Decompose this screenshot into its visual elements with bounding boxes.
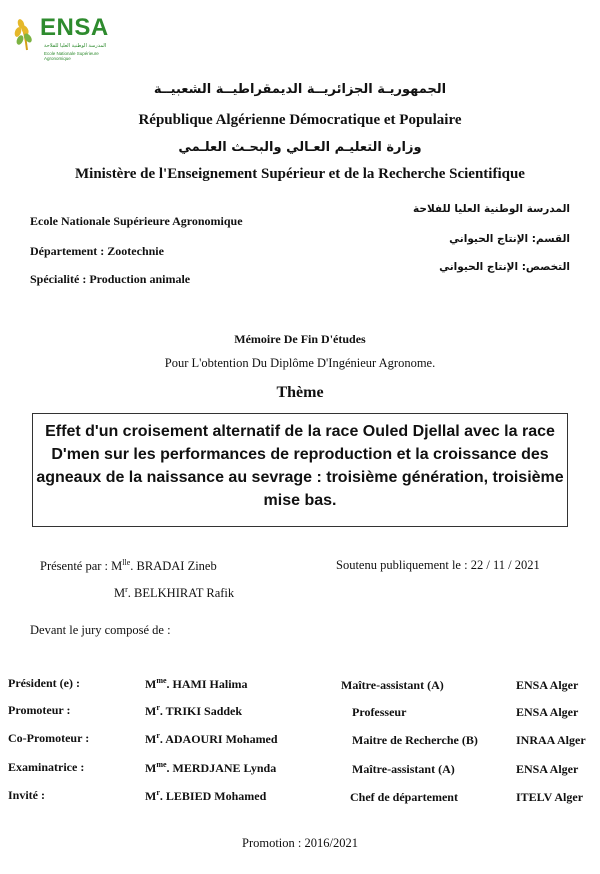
ensa-logo [12, 10, 112, 62]
theme-title: Effet d'un croisement alternatif de la race Ouled Djellal avec la race D'men sur les performances de reproduction et la croissance des agneaux de la naissance au sevrage : troisième génération, troisième mise bas. [36, 423, 564, 509]
presented-by [40, 558, 217, 574]
memoire-purpose: Pour L'obtention Du Diplôme D'Ingénieur Agronome. [164, 356, 436, 370]
student1-title: M [111, 559, 123, 574]
student2 [114, 585, 234, 601]
jury-grade: Chef de département [350, 790, 458, 804]
student2-sup: r [125, 585, 128, 594]
student2-title: M [114, 586, 126, 601]
jury-role: Co-Promoteur : [8, 731, 90, 745]
defense-label: Soutenu publiquement le : [336, 558, 468, 572]
school-fr: Ecole Nationale Supérieure Agronomique [30, 214, 243, 228]
jury-member-name: $M^{me}$. MERDJANE Lynda [145, 760, 277, 775]
presented-by-label: Présenté par : [40, 559, 109, 574]
promotion: Promotion : 2016/2021 [242, 836, 358, 850]
jury-intro: Devant le jury composé de : [30, 623, 171, 637]
department-fr: Département : Zootechnie [30, 244, 164, 258]
defense [336, 558, 540, 573]
specialty-ar: التخصص: الإنتاج الحيواني [439, 261, 570, 273]
jury-role: Promoteur : [8, 703, 71, 717]
student1-name: . BRADAI Zineb [130, 559, 217, 574]
wheat-icon [12, 14, 42, 52]
student2-name: . BELKHIRAT Rafik [127, 586, 235, 601]
jury-member-name: $M^r$. TRIKI Saddek [145, 703, 243, 718]
republic-fr: République Algérienne Démocratique et Populaire [138, 112, 462, 128]
jury-grade: Maître-assistant (A) [341, 678, 444, 692]
logo-name: ENSA [40, 14, 109, 41]
jury-institution: ENSA Alger [516, 678, 579, 692]
logo-subtitle-fr: Ecole Nationale Supérieure Agronomique [44, 51, 99, 61]
jury-institution: ITELV Alger [516, 790, 584, 804]
department-ar: القسم: الإنتاج الحيواني [449, 233, 570, 245]
republic-ar: الجمهوريـة الجزائريــة الديمقراطيــة الشعبيــة [153, 82, 447, 97]
theme-label: Thème [276, 384, 324, 401]
jury-institution: ENSA Alger [516, 762, 579, 776]
jury-institution: ENSA Alger [516, 705, 579, 719]
jury-role: Invité : [8, 788, 45, 802]
jury-role: Président (e) : [8, 676, 80, 690]
ministry-fr: Ministère de l'Enseignement Supérieur et de la Recherche Scientifique [75, 166, 525, 182]
jury-institution: INRAA Alger [516, 733, 586, 747]
memoire-title: Mémoire De Fin D'études [234, 332, 366, 346]
jury-grade: Professeur [352, 705, 407, 719]
logo-subtitle-ar: المدرسة الوطنية العليا للفلاحة [44, 43, 107, 49]
jury-member-name: $M^r$. LEBIED Mohamed [145, 788, 267, 803]
jury-grade: Maitre de Recherche (B) [352, 733, 478, 747]
jury-member-name: $M^{me}$. HAMI Halima [145, 676, 248, 691]
jury-role: Examinatrice : [8, 760, 85, 774]
school-ar: المدرسة الوطنية العليا للفلاحة [413, 203, 570, 215]
jury-member-name: $M^r$. ADAOURI Mohamed [145, 731, 278, 746]
defense-date: 22 / 11 / 2021 [470, 558, 540, 572]
jury-grade: Maître-assistant (A) [352, 762, 455, 776]
student1-sup: lle [122, 558, 131, 567]
ministry-ar: وزارة التعليـم العـالي والبحـث العلـمي [178, 140, 422, 155]
specialty-fr: Spécialité : Production animale [30, 272, 191, 286]
